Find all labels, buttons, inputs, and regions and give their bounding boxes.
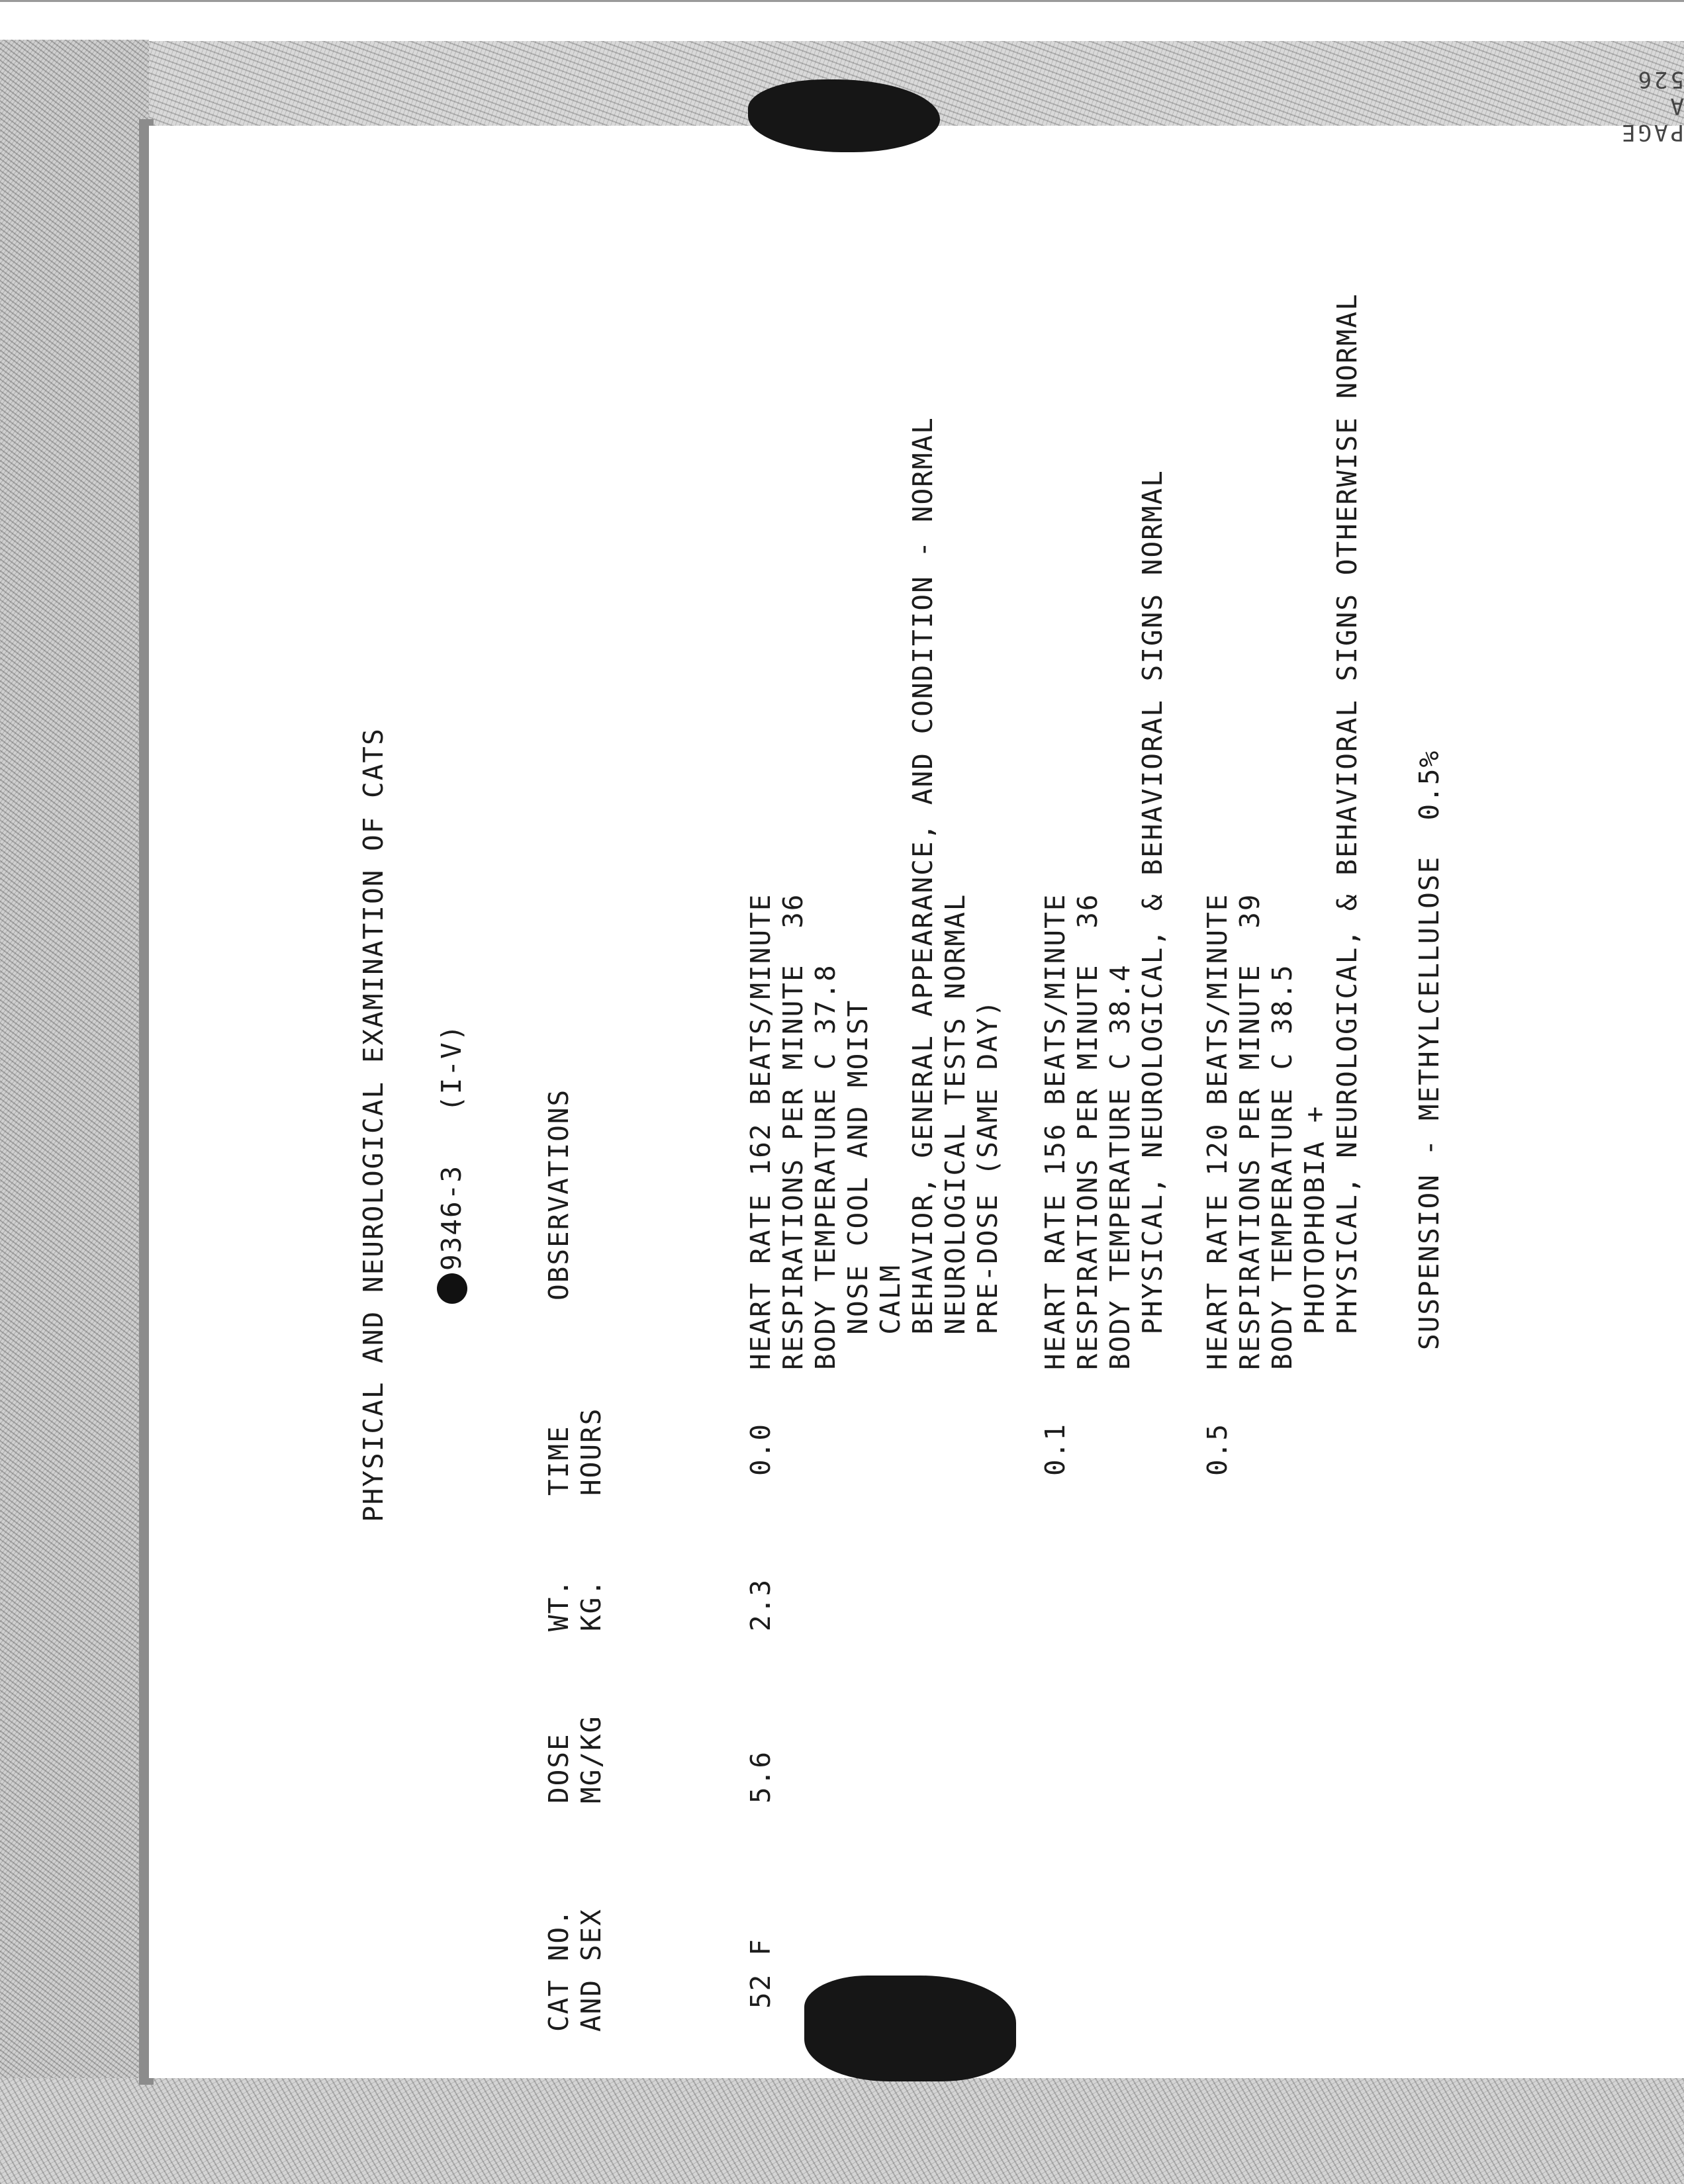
observation-line: BEHAVIOR, GENERAL APPEARANCE, AND CONDITION - NORMAL: [907, 416, 939, 1370]
header-weight: WT. KG.: [543, 1578, 607, 1631]
observation-line: BODY TEMPERATURE C 38.4: [1104, 964, 1136, 1370]
observation-line: RESPIRATIONS PER MINUTE 39: [1234, 893, 1266, 1370]
dose-value: 5.6: [745, 1750, 776, 1803]
observation-block: [1039, 469, 1169, 1370]
page-number: PAGE A 526: [1619, 66, 1684, 146]
observation-line: NEUROLOGICAL TESTS NORMAL: [939, 893, 971, 1370]
compound-route: (I-V): [436, 1023, 467, 1112]
time-value: 0.1: [1039, 1422, 1071, 1476]
observation-line: PRE-DOSE (SAME DAY): [972, 999, 1004, 1370]
observation-line: HEART RATE 156 BEATS/MINUTE: [1039, 893, 1071, 1370]
observation-line: PHYSICAL, NEUROLOGICAL, & BEHAVIORAL SIGNS OTHERWISE NORMAL: [1331, 293, 1363, 1370]
weight-value: 2.3: [745, 1578, 776, 1631]
observation-line: PHOTOPHOBIA +: [1299, 1105, 1331, 1370]
report-title: PHYSICAL AND NEUROLOGICAL EXAMINATION OF CATS: [357, 727, 389, 1522]
observation-line: NOSE COOL AND MOIST: [842, 999, 874, 1370]
header-cat-no: CAT NO. AND SEX: [543, 1908, 607, 2032]
observation-line: RESPIRATIONS PER MINUTE 36: [1072, 893, 1103, 1370]
observation-block: [745, 416, 1004, 1370]
observation-line: BODY TEMPERATURE C 38.5: [1266, 964, 1298, 1370]
cat-id-sex: 52 F: [745, 1938, 776, 2009]
observation-block: [1201, 293, 1364, 1370]
time-value: 0.5: [1201, 1422, 1233, 1476]
header-dose: DOSE MG/KG: [543, 1715, 607, 1803]
observation-line: BODY TEMPERATURE C 37.8: [810, 964, 841, 1370]
compound-code: 9346-3: [436, 1164, 467, 1271]
time-value: 0.0: [745, 1422, 776, 1476]
header-time: TIME HOURS: [543, 1407, 607, 1496]
observation-line: RESPIRATIONS PER MINUTE 36: [777, 893, 809, 1370]
observation-line: PHYSICAL, NEUROLOGICAL, & BEHAVIORAL SIGNS NORMAL: [1137, 469, 1168, 1370]
observation-line: HEART RATE 120 BEATS/MINUTE: [1201, 893, 1233, 1370]
observation-line: HEART RATE 162 BEATS/MINUTE: [745, 893, 776, 1370]
header-observations: OBSERVATIONS: [543, 1088, 575, 1300]
vehicle-note: SUSPENSION - METHYLCELLULOSE 0.5%: [1413, 749, 1445, 1350]
observation-line: CALM: [874, 1263, 906, 1370]
redaction-dot: [437, 1273, 467, 1304]
